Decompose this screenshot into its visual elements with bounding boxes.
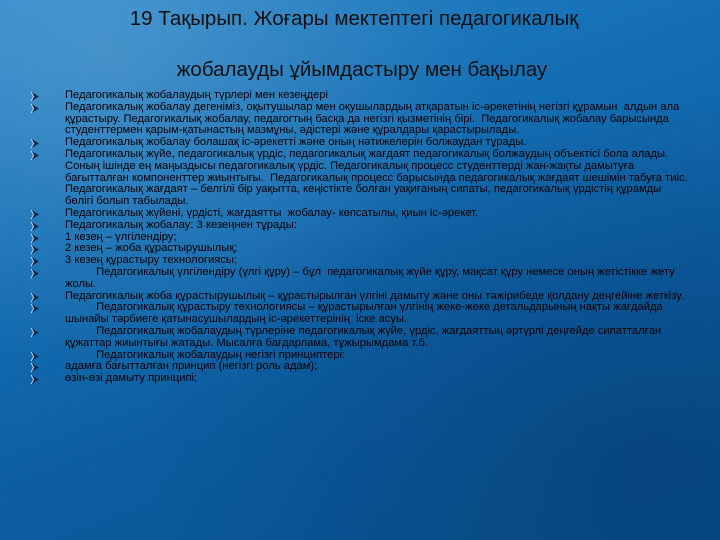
bullet-text: Педагогикалық жобалаудың түрлері мен кезеңдері [65, 89, 329, 101]
arrowhead-bullet-icon [30, 244, 42, 255]
bullet-text: Педагогикалық жобалаудың негізгі принциптері: [65, 348, 346, 361]
bullet-item [0, 326, 720, 350]
arrowhead-bullet-icon [30, 303, 42, 314]
arrowhead-bullet-icon [30, 256, 42, 267]
arrowhead-bullet-icon [30, 268, 42, 279]
arrowhead-bullet-icon [30, 103, 42, 114]
bullet-text: Педагогикалық жүйені, үрдісті, жағдаятты жобалау- көпсатылы, қиын іс-әрекет. [65, 206, 479, 219]
slide-title-line-2: жобалауды ұйымдастыру мен бақылау [176, 58, 548, 81]
arrowhead-bullet-icon [30, 150, 42, 161]
bullet-text: Педагогикалық жобалау дегеніміз, оқытушылар мен оқушылардың атқаратын іс-әрекетінің негізгі құрамын алдын ала құрастыру. Педагогикалық жобалау, педагогтың басқа да негізгі қызметінің бірі. Педагогикалық жобалау барысында студенттермен қарым-қатынастың мазмұны, әдістері және құралдары қарастырылады. [65, 100, 683, 137]
bullet-list [0, 90, 720, 385]
bullet-text: өзін-өзі дамыту принципі; [65, 372, 198, 385]
bullet-text: 3 кезең құрастыру технологиясы; [65, 254, 238, 267]
arrowhead-bullet-icon [30, 221, 42, 232]
bullet-item [0, 220, 720, 232]
arrowhead-bullet-icon [30, 362, 42, 373]
bullet-text: 1 кезең – үлгілендіру; [65, 230, 177, 243]
arrowhead-bullet-icon [30, 374, 42, 385]
bullet-text: Педагогикалық үлгілендіру (үлгі құру) – бұл педагогикалық жүйе құру, мақсат құру немесе оның жетістікке жету жолы. [65, 265, 678, 290]
bullet-text: адамға бағытталған принцип (негізгі роль адам); [65, 360, 318, 373]
bullet-text: Педагогикалық жобалаудың түрлеріне педагогикалық жүйе, үрдіс, жағдаяттың әртүрлі деңгейде сипатталған құжаттар жиынтығы жатады. Мысалға бағдарлама, тұжырымдама т.б. [65, 324, 665, 349]
arrowhead-bullet-icon [30, 292, 42, 303]
slide-title-line-1: 19 Тақырып. Жоғары мектептегі педагогикалық [129, 7, 579, 30]
bullet-text: Педагогикалық жоба құрастырушылық – құрастырылған үлгіні дамыту және оны тәжірибеде қолдану деңгейіне жеткізу. [65, 289, 684, 302]
bullet-item [0, 302, 720, 326]
bullet-text: 2 кезең – жоба құрастырушылық; [65, 242, 238, 255]
bullet-item [0, 149, 720, 208]
bullet-item [0, 102, 720, 137]
arrowhead-bullet-icon [30, 327, 42, 338]
arrowhead-bullet-icon [30, 209, 42, 220]
bullet-text: Педагогикалық құрастыру технологиясы – құрастырылған үлгінің жеке-жеке детальдарының нақты жағдайда шынайы тәрбиеге қатынасушылардың іс-әрекеттерінің іске асуы. [65, 301, 666, 326]
bullet-text: Педагогикалық жобалау: 3 кезеңнен тұрады: [65, 218, 297, 231]
bullet-item [0, 267, 720, 291]
arrowhead-bullet-icon [30, 138, 42, 149]
arrowhead-bullet-icon [30, 91, 42, 102]
bullet-text: Педагогикалық жүйе, педагогикалық үрдіс, педагогикалық жағдаят педагогикалық болжаудың объектісі бола алады. Соның ішінде ең маңыздысы педагогикалық үрдіс. Педагогикалық процесс студенттерді жан-жақты дамытуға бағытталған компоненттер жиынтығы. Педагогикалық процесс барысында педагогикалық жағдаят шешімін табуға тиіс. Педагогикалық жағдаят – белгілі бір уақытта, кеңістікте болған уақиғаның сипаты, педагогикалық үрдістің құрамды бөлігі болып табылады. [65, 147, 691, 208]
bullet-text: Педагогикалық жобалау болашақ іс-әрекетті және оның нәтижелерін болжаудан тұрады. [65, 136, 527, 149]
arrowhead-bullet-icon [30, 233, 42, 244]
bullet-item [0, 373, 720, 385]
arrowhead-bullet-icon [30, 351, 42, 362]
bullet-item [0, 208, 720, 220]
